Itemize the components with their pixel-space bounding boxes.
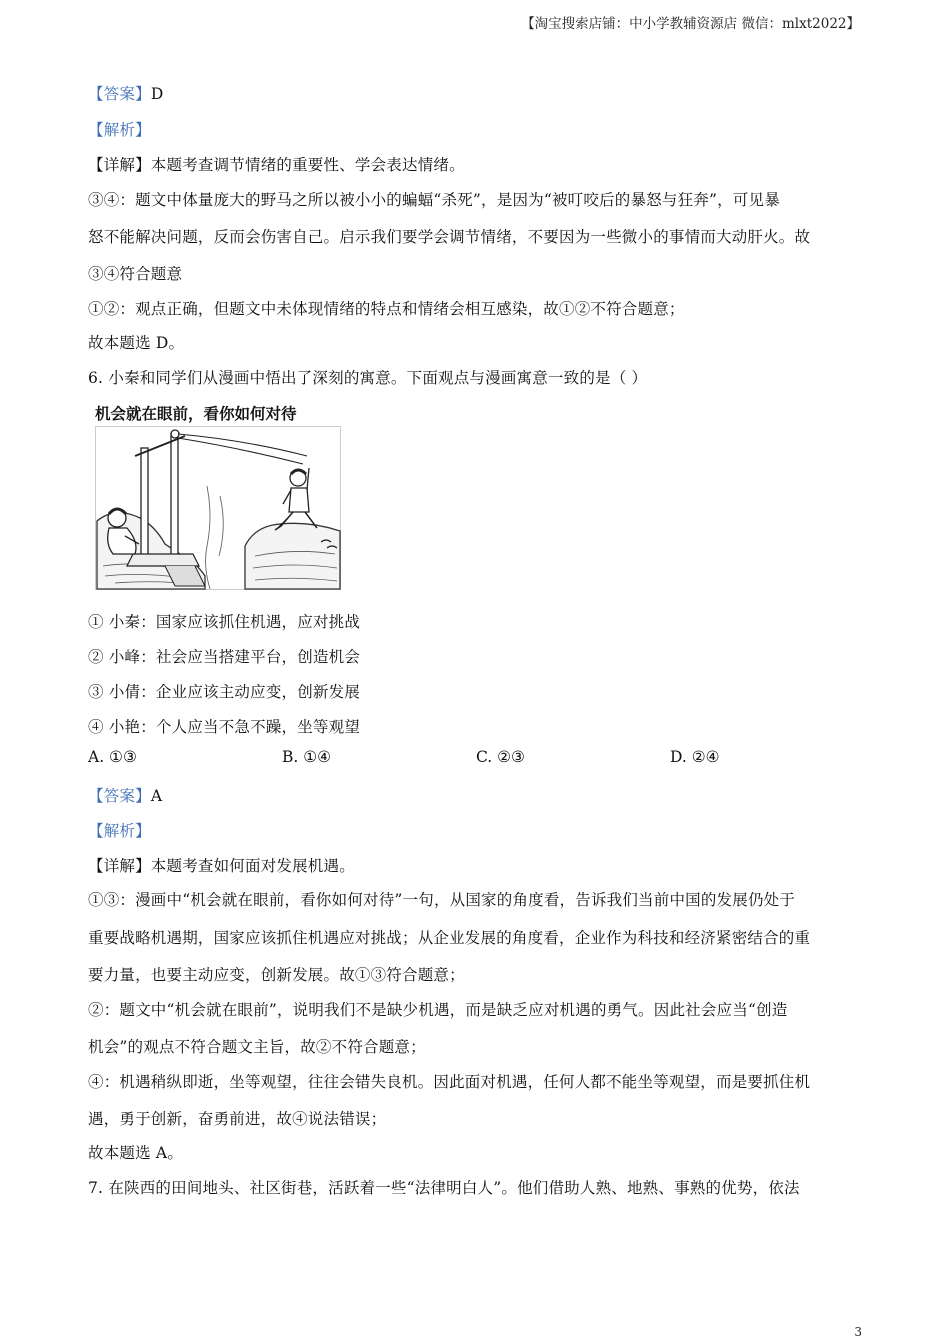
choice-statement: ① 小秦：国家应该抓住机遇，应对挑战: [88, 613, 361, 631]
paragraph-line: ③④符合题意: [88, 265, 183, 283]
cartoon-title: 机会就在眼前，看你如何对待: [95, 405, 297, 423]
paragraph-line: 要力量，也要主动应变，创新发展。故①③符合题意；: [88, 966, 465, 984]
choice-statement: ④ 小艳：个人应当不急不躁，坐等观望: [88, 718, 361, 736]
cartoon-figure: [95, 398, 343, 593]
option-c: C. ②③: [476, 748, 525, 766]
detail-line: 【详解】本题考查调节情绪的重要性、学会表达情绪。: [88, 156, 465, 174]
paragraph-line: ②：题文中“机会就在眼前”，说明我们不是缺少机遇，而是缺乏应对机遇的勇气。因此社会应当“创造: [88, 1001, 788, 1019]
page-header: 【淘宝搜索店铺：中小学教辅资源店 微信：mlxt2022】: [521, 16, 860, 32]
paragraph-line: 重要战略机遇期，国家应该抓住机遇应对挑战；从企业发展的角度看，企业作为科技和经济紧密结合的重: [88, 929, 811, 947]
detail-line: 【详解】本题考查如何面对发展机遇。: [88, 857, 355, 875]
analysis-tag: 【解析】: [88, 822, 151, 840]
paragraph-line: 怒不能解决问题，反而会伤害自己。启示我们要学会调节情绪，不要因为一些微小的事情而大动肝火。故: [88, 228, 811, 246]
paragraph-line: ③④：题文中体量庞大的野马之所以被小小的蝙蝠“杀死”，是因为“被叮咬后的暴怒与狂奔”，可见暴: [88, 191, 780, 209]
q5-answer-line: [88, 82, 163, 104]
question-stem: 6. 小秦和同学们从漫画中悟出了深刻的寓意。下面观点与漫画寓意一致的是（ ）: [88, 369, 648, 387]
page-number: 3: [854, 1325, 862, 1339]
answer-tag: 【答案】: [88, 787, 151, 805]
paragraph-line: ④：机遇稍纵即逝，坐等观望，往往会错失良机。因此面对机遇，任何人都不能坐等观望，而是要抓住机: [88, 1073, 811, 1091]
cartoon-illustration: [95, 426, 341, 590]
paragraph-line: ①③：漫画中“机会就在眼前，看你如何对待”一句，从国家的角度看，告诉我们当前中国的发展仍处于: [88, 891, 796, 909]
paragraph-line: 遇，勇于创新，奋勇前进，故④说法错误；: [88, 1110, 387, 1128]
analysis-tag: 【解析】: [88, 121, 151, 139]
answer-value: D: [150, 85, 164, 103]
option-d: D. ②④: [670, 748, 720, 766]
paragraph-line: 故本题选 D。: [88, 334, 185, 352]
option-b: B. ①④: [282, 748, 332, 766]
q6-answer-line: [88, 784, 162, 806]
paragraph-line: 机会”的观点不符合题文主旨，故②不符合题意；: [88, 1038, 426, 1056]
choice-statement: ③ 小倩：企业应该主动应变，创新发展: [88, 683, 361, 701]
paragraph-line: ①②：观点正确，但题文中未体现情绪的特点和情绪会相互感染，故①②不符合题意；: [88, 300, 685, 318]
question-stem: 7. 在陕西的田间地头、社区街巷，活跃着一些“法律明白人”。他们借助人熟、地熟、事熟的优势，依法: [88, 1179, 800, 1197]
answer-tag: 【答案】: [88, 85, 151, 103]
paragraph-line: 故本题选 A。: [88, 1144, 184, 1162]
option-a: A. ①③: [88, 748, 137, 766]
answer-value: A: [150, 787, 163, 805]
choice-statement: ② 小峰：社会应当搭建平台，创造机会: [88, 648, 361, 666]
